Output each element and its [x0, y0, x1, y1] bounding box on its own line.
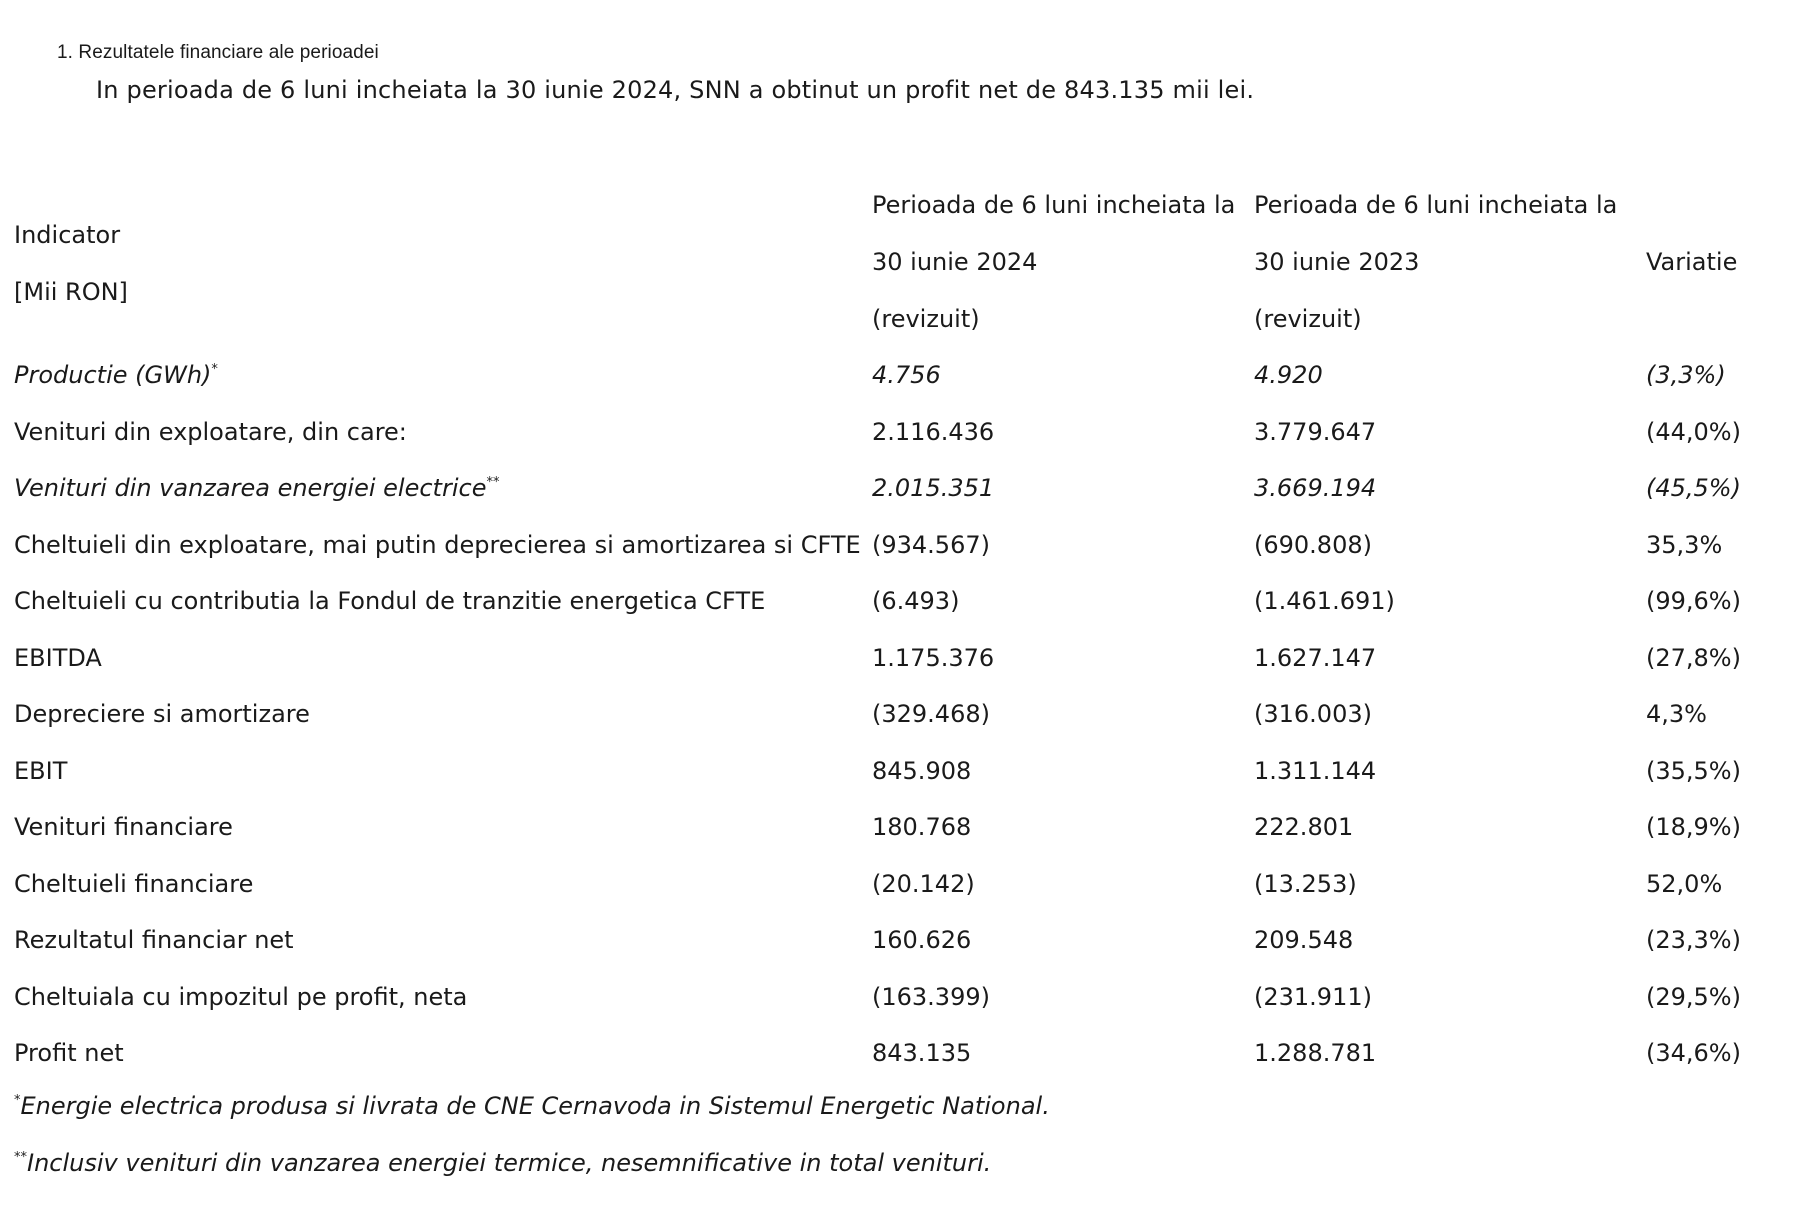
value-2023: 1.288.781: [1254, 1039, 1377, 1068]
variation-header: Variatie: [1646, 247, 1738, 276]
row-label: [14, 573, 872, 630]
row-label-text: Depreciere si amortizare: [14, 700, 310, 729]
row-label-text: Productie (GWh): [14, 361, 212, 390]
section-heading: 1. Rezultatele financiare ale perioadei: [57, 42, 379, 63]
row-label-text: Cheltuieli din exploatare, mai putin deprecierea si amortizarea si CFTE: [14, 530, 861, 559]
row-label: [14, 630, 872, 687]
value-2024: 180.768: [872, 813, 972, 842]
row-label: [14, 517, 872, 574]
variation-value: (29,5%): [1646, 982, 1741, 1011]
variation-value: (3,3%): [1646, 361, 1726, 390]
value-2023: (1.461.691): [1254, 587, 1395, 616]
value-2024: 2.116.436: [872, 417, 995, 446]
value-2024: 1.175.376: [872, 643, 995, 672]
footnote-mark: **: [486, 475, 500, 491]
variation-value: 35,3%: [1646, 530, 1723, 559]
variation-value: (99,6%): [1646, 587, 1741, 616]
row-label-text: Venituri din exploatare, din care:: [14, 417, 407, 446]
row-label: [14, 347, 872, 404]
intro-paragraph: In perioada de 6 luni incheiata la 30 iunie 2024, SNN a obtinut un profit net de 843.135 mii lei.: [96, 76, 1255, 104]
row-label-text: Cheltuiala cu impozitul pe profit, neta: [14, 982, 468, 1011]
table-row: [14, 912, 1774, 969]
variation-value: 52,0%: [1646, 869, 1723, 898]
table-body: [14, 347, 1774, 1082]
row-label: [14, 686, 872, 743]
row-label: [14, 912, 872, 969]
table-row: [14, 686, 1774, 743]
row-label-text: Venituri din vanzarea energiei electrice: [14, 474, 487, 503]
variation-value: (45,5%): [1646, 474, 1741, 503]
table-row: [14, 969, 1774, 1026]
row-label-text: Rezultatul financiar net: [14, 926, 294, 955]
indicator-header: [14, 176, 872, 347]
variation-value: (34,6%): [1646, 1039, 1741, 1068]
footnote-2-mark: **: [14, 1150, 27, 1165]
value-2024: 845.908: [872, 756, 972, 785]
financial-results-table: [14, 176, 1774, 1082]
value-2024: 2.015.351: [872, 474, 995, 503]
row-label: [14, 743, 872, 800]
footnote-1-text: Energie electrica produsa si livrata de CNE Cernavoda in Sistemul Energetic National.: [20, 1092, 1050, 1120]
value-2023: (690.808): [1254, 530, 1372, 559]
value-2024: 843.135: [872, 1039, 972, 1068]
value-2024: (20.142): [872, 869, 975, 898]
variation-value: (23,3%): [1646, 926, 1741, 955]
value-2023: 1.311.144: [1254, 756, 1377, 785]
footnote-2: [14, 1149, 991, 1177]
table-row: [14, 573, 1774, 630]
value-2023: 3.669.194: [1254, 474, 1377, 503]
table-row: [14, 630, 1774, 687]
row-label: [14, 969, 872, 1026]
variation-value: (35,5%): [1646, 756, 1741, 785]
col-2023-header-line2: 30 iunie 2023: [1254, 247, 1420, 276]
col-2023-header-line3: (revizuit): [1254, 304, 1362, 333]
table-row: [14, 856, 1774, 913]
table-row: [14, 517, 1774, 574]
value-2023: 222.801: [1254, 813, 1354, 842]
variation-value: 4,3%: [1646, 700, 1707, 729]
row-label-text: EBITDA: [14, 643, 102, 672]
value-2024: 160.626: [872, 926, 972, 955]
col-2024-header-line3: (revizuit): [872, 304, 980, 333]
value-2023: (13.253): [1254, 869, 1357, 898]
table-row: [14, 1025, 1774, 1082]
row-label-text: Profit net: [14, 1039, 124, 1068]
table-row: [14, 460, 1774, 517]
row-label: [14, 1025, 872, 1082]
table-row: [14, 799, 1774, 856]
value-2023: (231.911): [1254, 982, 1372, 1011]
footnote-2-text: Inclusiv venituri din vanzarea energiei termice, nesemnificative in total venituri.: [27, 1149, 992, 1177]
indicator-header-title: Indicator: [14, 221, 121, 249]
col-2024-header-line2: 30 iunie 2024: [872, 247, 1038, 276]
table-header: [14, 176, 1774, 347]
row-label: [14, 856, 872, 913]
table-row: [14, 743, 1774, 800]
value-2024: 4.756: [872, 361, 941, 390]
indicator-header-unit: [Mii RON]: [14, 278, 128, 306]
value-2024: (934.567): [872, 530, 990, 559]
value-2024: (163.399): [872, 982, 990, 1011]
footnote-mark: *: [211, 362, 218, 378]
row-label: [14, 799, 872, 856]
row-label: [14, 404, 872, 461]
table-row: [14, 404, 1774, 461]
row-label-text: Cheltuieli cu contributia la Fondul de tranzitie energetica CFTE: [14, 587, 766, 616]
value-2023: 1.627.147: [1254, 643, 1377, 672]
value-2023: 4.920: [1254, 361, 1323, 390]
footnote-1: [14, 1092, 1050, 1120]
row-label-text: Cheltuieli financiare: [14, 869, 254, 898]
value-2024: (329.468): [872, 700, 990, 729]
col-2024-header-line1: Perioada de 6 luni incheiata la: [872, 190, 1236, 219]
value-2023: (316.003): [1254, 700, 1372, 729]
variation-value: (44,0%): [1646, 417, 1741, 446]
footnote-1-mark: *: [14, 1093, 21, 1108]
variation-value: (18,9%): [1646, 813, 1741, 842]
value-2023: 3.779.647: [1254, 417, 1377, 446]
variation-value: (27,8%): [1646, 643, 1741, 672]
table-row: [14, 347, 1774, 404]
value-2023: 209.548: [1254, 926, 1354, 955]
col-2023-header-line1: Perioada de 6 luni incheiata la: [1254, 190, 1618, 219]
row-label-text: Venituri financiare: [14, 813, 233, 842]
value-2024: (6.493): [872, 587, 960, 616]
row-label-text: EBIT: [14, 756, 68, 785]
row-label: [14, 460, 872, 517]
